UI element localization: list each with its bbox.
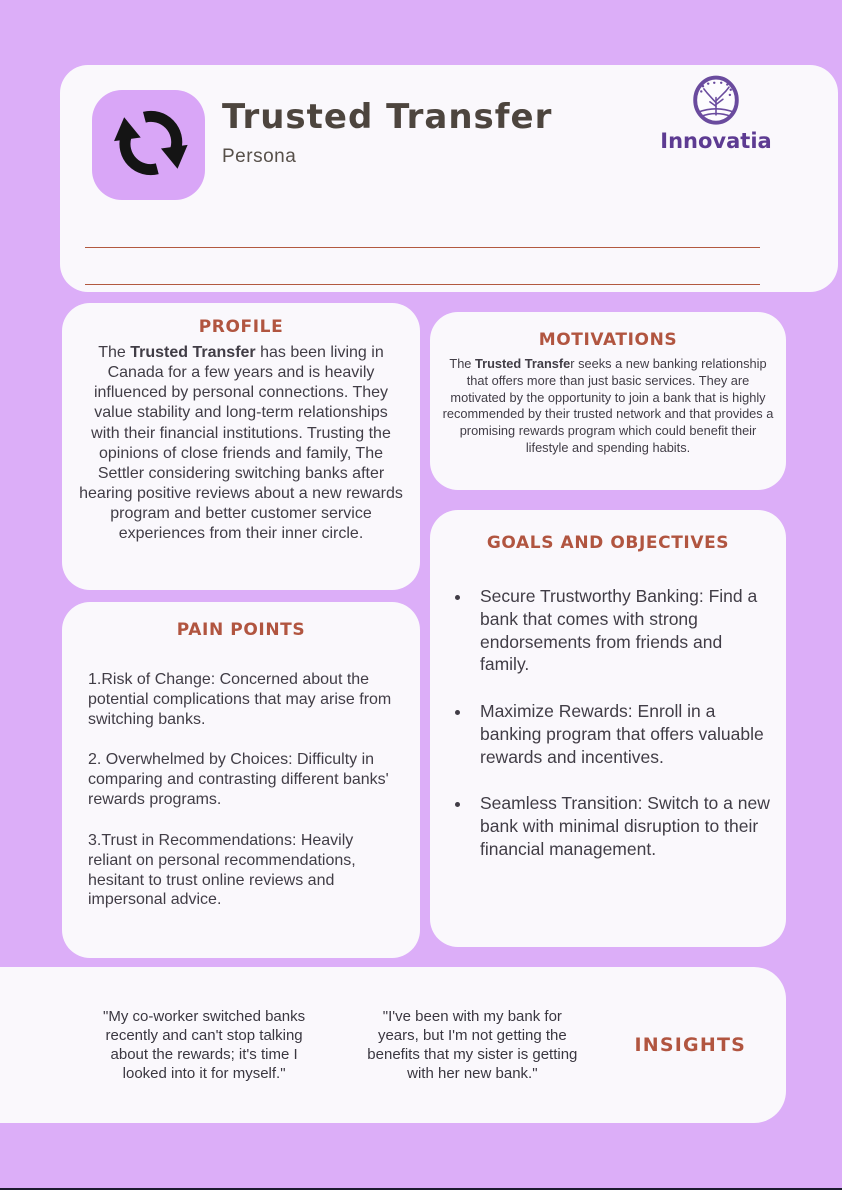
header-card bbox=[60, 65, 838, 292]
title-block bbox=[222, 97, 552, 168]
goal-item: • Seamless Transition: Switch to a new bank with minimal disruption to their financial management. bbox=[472, 792, 770, 860]
goals-heading: GOALS AND OBJECTIVES bbox=[486, 533, 730, 553]
pain-point-item: 2. Overwhelmed by Choices: Difficulty in comparing and contrasting different banks' rewards programs. bbox=[88, 751, 389, 809]
pain-points-section bbox=[62, 602, 420, 958]
insight-quote: "I've been with my bank for years, but I'm not getting the benefits that my sister is getting with her new bank." bbox=[367, 1007, 578, 1083]
profile-text-bold: Trusted Transfer bbox=[130, 344, 256, 361]
goals-section bbox=[430, 510, 786, 947]
motivations-heading: MOTIVATIONS bbox=[538, 330, 678, 350]
tree-logo-icon bbox=[690, 75, 742, 127]
page-subtitle: Persona bbox=[222, 146, 297, 167]
page-title: Trusted Transfer bbox=[222, 97, 553, 137]
pain-points-heading: PAIN POINTS bbox=[176, 620, 306, 640]
persona-avatar bbox=[92, 90, 205, 200]
goal-item: • Maximize Rewards: Enroll in a banking program that offers valuable rewards and incentives. bbox=[472, 700, 770, 768]
divider-line bbox=[85, 284, 760, 285]
pain-point-item: 1.Risk of Change: Concerned about the potential complications that may arise from switching banks. bbox=[88, 671, 392, 728]
insights-row bbox=[88, 967, 746, 1123]
pain-point-item: 3.Trust in Recommendations: Heavily reliant on personal recommendations, hesitant to trust online reviews and impersonal advice. bbox=[88, 831, 356, 909]
profile-text-intro: The bbox=[98, 344, 131, 361]
goal-item: • Secure Trustworthy Banking: Find a bank that comes with strong endorsements from friends and family. bbox=[472, 585, 770, 676]
divider-line bbox=[85, 247, 760, 248]
profile-text-rest: has been living in Canada for a few years and is heavily influenced by personal connections. They value stability and long-term relationships with their financial institutions. Trusting the opinions of close friends and family, The Settler considering switching banks after hearing positive reviews about a new rewards program and better customer service experiences from their inner circle. bbox=[79, 344, 403, 543]
profile-heading: PROFILE bbox=[198, 317, 284, 337]
motivations-section bbox=[430, 312, 786, 490]
motivations-text-intro: The bbox=[449, 356, 475, 371]
insights-heading: INSIGHTS bbox=[634, 1034, 746, 1056]
motivations-body bbox=[430, 350, 786, 457]
sync-arrows-icon bbox=[103, 97, 195, 194]
motivations-text-rest: r seeks a new banking relationship that offers more than just basic services. They are motivated by the opportunity to join a bank that is highly recommended by their trusted network and that provides a promising rewards program which could benefit their lifestyle and spending habits. bbox=[442, 356, 774, 455]
brand-name: Innovatia bbox=[660, 129, 772, 153]
profile-section bbox=[62, 303, 420, 590]
brand-logo bbox=[656, 75, 776, 153]
pain-points-body bbox=[62, 640, 420, 910]
insights-section bbox=[0, 967, 786, 1123]
goals-list bbox=[472, 585, 770, 861]
profile-body bbox=[62, 337, 420, 545]
motivations-text-bold: Trusted Transfe bbox=[474, 356, 571, 371]
insight-quote: "My co-worker switched banks recently and can't stop talking about the rewards; it's time I looked into it for myself." bbox=[103, 1007, 306, 1083]
